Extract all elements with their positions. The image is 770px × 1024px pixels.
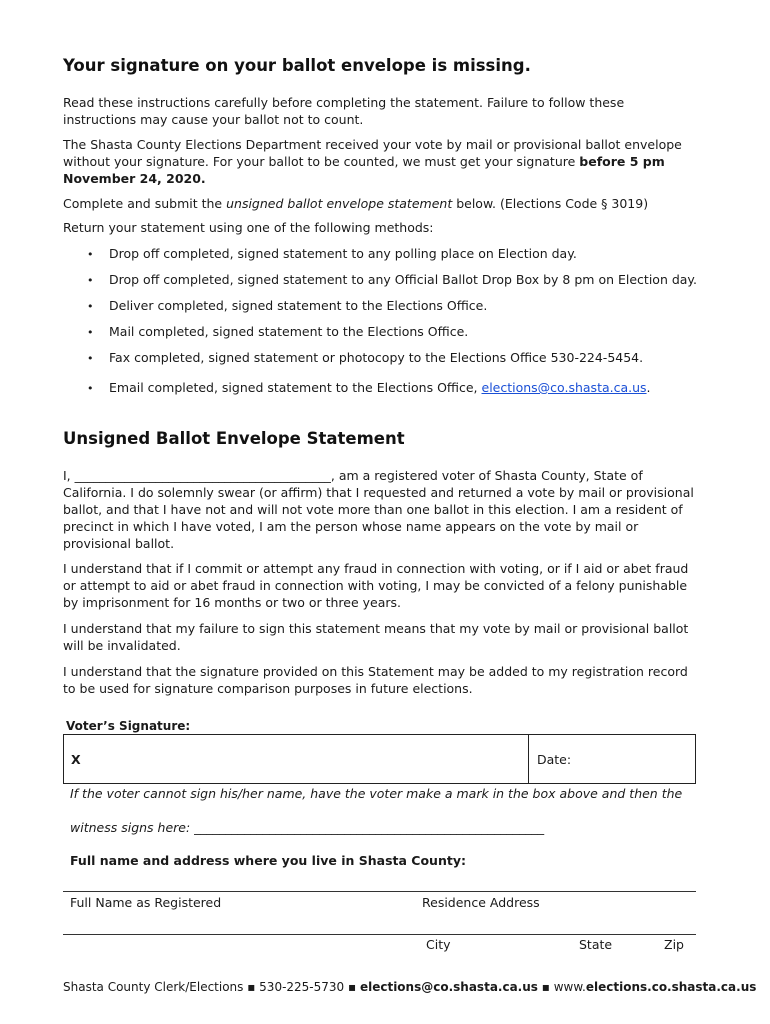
city-label: City: [426, 937, 451, 952]
failure-paragraph: I understand that my failure to sign this statement means that my vote by mail or provisional ballot will be invalidated.: [63, 621, 689, 653]
method-text: Drop off completed, signed statement to any polling place on Election day.: [109, 246, 577, 261]
bullet-icon: •: [87, 274, 94, 287]
name-address-line[interactable]: [63, 891, 696, 892]
oath-text: , am a registered voter of Shasta County, State of California. I do solemnly swear (or affirm) that I requested and returned a vote by mail or provisional ballot, and that I have not and will not vote more than one ballot in this election. I am a resident of precinct in which I have voted, I am the person whose name appears on the vote by mail or provisional ballot.: [63, 468, 694, 551]
bullet-icon: •: [87, 326, 94, 339]
complete-post: below. (Elections Code § 3019): [452, 196, 649, 211]
oath-paragraph: [63, 467, 696, 552]
list-item: [87, 246, 577, 261]
complete-paragraph: [63, 195, 648, 212]
state-label: State: [579, 937, 613, 952]
mark-note: If the voter cannot sign his/her name, have the voter make a mark in the box above and then the: [70, 786, 683, 801]
received-paragraph: [63, 136, 683, 187]
bullet-icon: •: [87, 382, 94, 395]
residence-label: Residence Address: [422, 895, 540, 910]
footer: [63, 980, 756, 994]
received-text: The Shasta County Elections Department received your vote by mail or provisional ballot envelope without your signature. For your ballot to be counted, we must get your signature: [63, 137, 682, 169]
intro-paragraph: Read these instructions carefully before completing the statement. Failure to follow these instructions may cause your ballot not to count.: [63, 95, 625, 127]
city-state-zip-line[interactable]: [63, 934, 696, 935]
list-item: [87, 350, 643, 365]
signature-box[interactable]: [63, 734, 696, 784]
statement-title: Unsigned Ballot Envelope Statement: [63, 429, 405, 448]
signature-date-divider: [528, 735, 529, 783]
list-item: [87, 380, 651, 395]
fraud-paragraph: I understand that if I commit or attempt any fraud in connection with voting, or if I aid or abet fraud or attempt to aid or abet fraud in connection with voting, I may be convicted of a felony punishable by imprisonment for 16 months or two or three years.: [63, 561, 689, 610]
list-item: [87, 272, 697, 287]
list-item: [87, 324, 468, 339]
footer-website: elections.co.shasta.ca.us: [585, 980, 757, 994]
method-text: Drop off completed, signed statement to any Official Ballot Drop Box by 8 pm on Election day.: [109, 272, 698, 287]
email-link[interactable]: elections@co.shasta.ca.us: [481, 380, 647, 395]
date-label: Date:: [537, 752, 572, 767]
address-heading: Full name and address where you live in Shasta County:: [70, 853, 466, 868]
complete-pre: Complete and submit the: [63, 196, 227, 211]
footer-sep: ▪ www.: [537, 980, 586, 994]
full-name-label: Full Name as Registered: [70, 895, 222, 910]
method-text: Deliver completed, signed statement to the Elections Office.: [109, 298, 488, 313]
footer-email: elections@co.shasta.ca.us: [359, 980, 538, 994]
footer-org: Shasta County Clerk/Elections ▪ 530-225-5730 ▪: [63, 980, 360, 994]
signature-use-paragraph: I understand that the signature provided on this Statement may be added to my registration record to be used for signature comparison purposes in future elections.: [63, 664, 688, 696]
signature-label: Voter’s Signature:: [66, 719, 191, 733]
list-item: [87, 298, 487, 313]
return-methods-intro: Return your statement using one of the following methods:: [63, 220, 434, 235]
instructions-title: Your signature on your ballot envelope is missing.: [63, 56, 531, 75]
zip-label: Zip: [664, 937, 684, 952]
method-text: Mail completed, signed statement to the Elections Office.: [109, 324, 469, 339]
method-text: Fax completed, signed statement or photocopy to the Elections Office 530-224-5454.: [109, 350, 644, 365]
method-end: .: [646, 380, 651, 395]
name-blank[interactable]: _________________________________________: [74, 468, 331, 483]
witness-line[interactable]: witness signs here: ________________________________________________________: [70, 820, 545, 835]
bullet-icon: •: [87, 248, 94, 261]
bullet-icon: •: [87, 300, 94, 313]
oath-pre: I,: [63, 468, 75, 483]
signature-x-mark: X: [71, 752, 81, 767]
method-text: Email completed, signed statement to the Elections Office,: [109, 380, 482, 395]
bullet-icon: •: [87, 352, 94, 365]
complete-italic: unsigned ballot envelope statement: [226, 196, 453, 211]
deadline-text: before 5 pm November 24, 2020.: [63, 154, 665, 186]
